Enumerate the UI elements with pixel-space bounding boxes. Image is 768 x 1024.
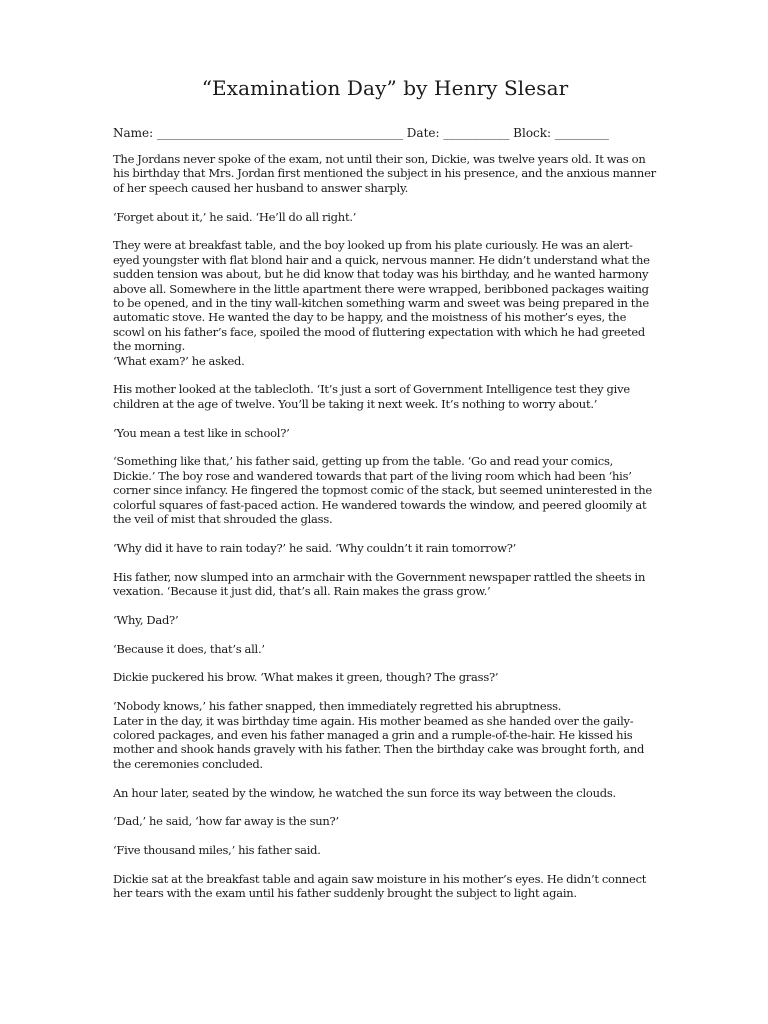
paragraph: ‘Why did it have to rain today?’ he said. ‘Why couldn’t it rain tomorrow?’: [113, 540, 517, 555]
document-title: “Examination Day” by Henry Slesar: [201, 76, 569, 100]
paragraph: ‘Why, Dad?’: [113, 612, 179, 627]
document-page: [113, 76, 657, 915]
paragraph: ‘Dad,’ he said, ‘how far away is the sun?’: [113, 814, 339, 829]
paragraph: Dickie sat at the breakfast table and again saw moisture in his mother’s eyes. He didn’t connect her tears with the exam until his father suddenly brought the subject to light again.: [113, 872, 647, 901]
paragraph: The Jordans never spoke of the exam, not until their son, Dickie, was twelve years old. It was on his birthday that Mrs. Jordan first mentioned the subject in his presence, and the anxious manner of her speech caused her husband to answer sharply.: [113, 152, 656, 195]
paragraph: An hour later, seated by the window, he watched the sun force its way between the clouds.: [113, 785, 616, 800]
paragraph: Dickie puckered his brow. ‘What makes it green, though? The grass?’: [113, 670, 499, 685]
paragraph: ‘Something like that,’ his father said, getting up from the table. ‘Go and read your comics, Dickie.’ The boy rose and wandered towards that part of the living room which had been ‘his’ corner since infancy. He fingered the topmost comic of the stack, but seemed uninterested in the colorful squares of fast-paced action. He wandered towards the window, and peered gloomily at the veil of mist that shrouded the glass.: [113, 454, 652, 527]
paragraph: ‘Five thousand miles,’ his father said.: [113, 843, 321, 858]
paragraph: ‘Forget about it,’ he said. ‘He’ll do all right.’: [113, 209, 357, 224]
name-date-block-line: Name: _________________________________________ Date: ___________ Block: _________: [113, 126, 609, 140]
paragraph: They were at breakfast table, and the boy looked up from his plate curiously. He was an alert-eyed youngster with flat blond hair and a quick, nervous manner. He didn’t understand what the sudden tension was about, but he did know that today was his birthday, and he wanted harmony above all. Somewhere in the little apartment there were wrapped, beribboned packages waiting to be opened, and in the tiny wall-kitchen something warm and sweet was being prepared in the automatic stove. He wanted the day to be happy, and the moistness of his mother’s eyes, the scowl on his father’s face, spoiled the mood of fluttering expectation with which he had greeted the morning.: [113, 238, 650, 354]
paragraph: His father, now slumped into an armchair with the Government newspaper rattled the sheets in vexation. ‘Because it just did, that’s all. Rain makes the grass grow.’: [113, 569, 646, 599]
paragraph: ‘What exam?’ he asked.: [113, 353, 245, 368]
paragraph: His mother looked at the tablecloth. ‘It’s just a sort of Government Intelligence test they give children at the age of twelve. You’ll be taking it next week. It’s nothing to worry about.’: [113, 382, 630, 411]
paragraph: ‘Because it does, that’s all.’: [113, 641, 265, 656]
story-body: [113, 152, 657, 901]
paragraph: ‘Nobody knows,’ his father snapped, then immediately regretted his abruptness.: [113, 699, 562, 714]
paragraph: ‘You mean a test like in school?’: [113, 425, 290, 440]
paragraph: Later in the day, it was birthday time again. His mother beamed as she handed over the gaily-colored packages, and even his father managed a grin and a rumple-of-the-hair. He kissed his mother and shook hands gravely with his father. Then the birthday cake was brought forth, and the ceremonies concluded.: [113, 713, 645, 771]
